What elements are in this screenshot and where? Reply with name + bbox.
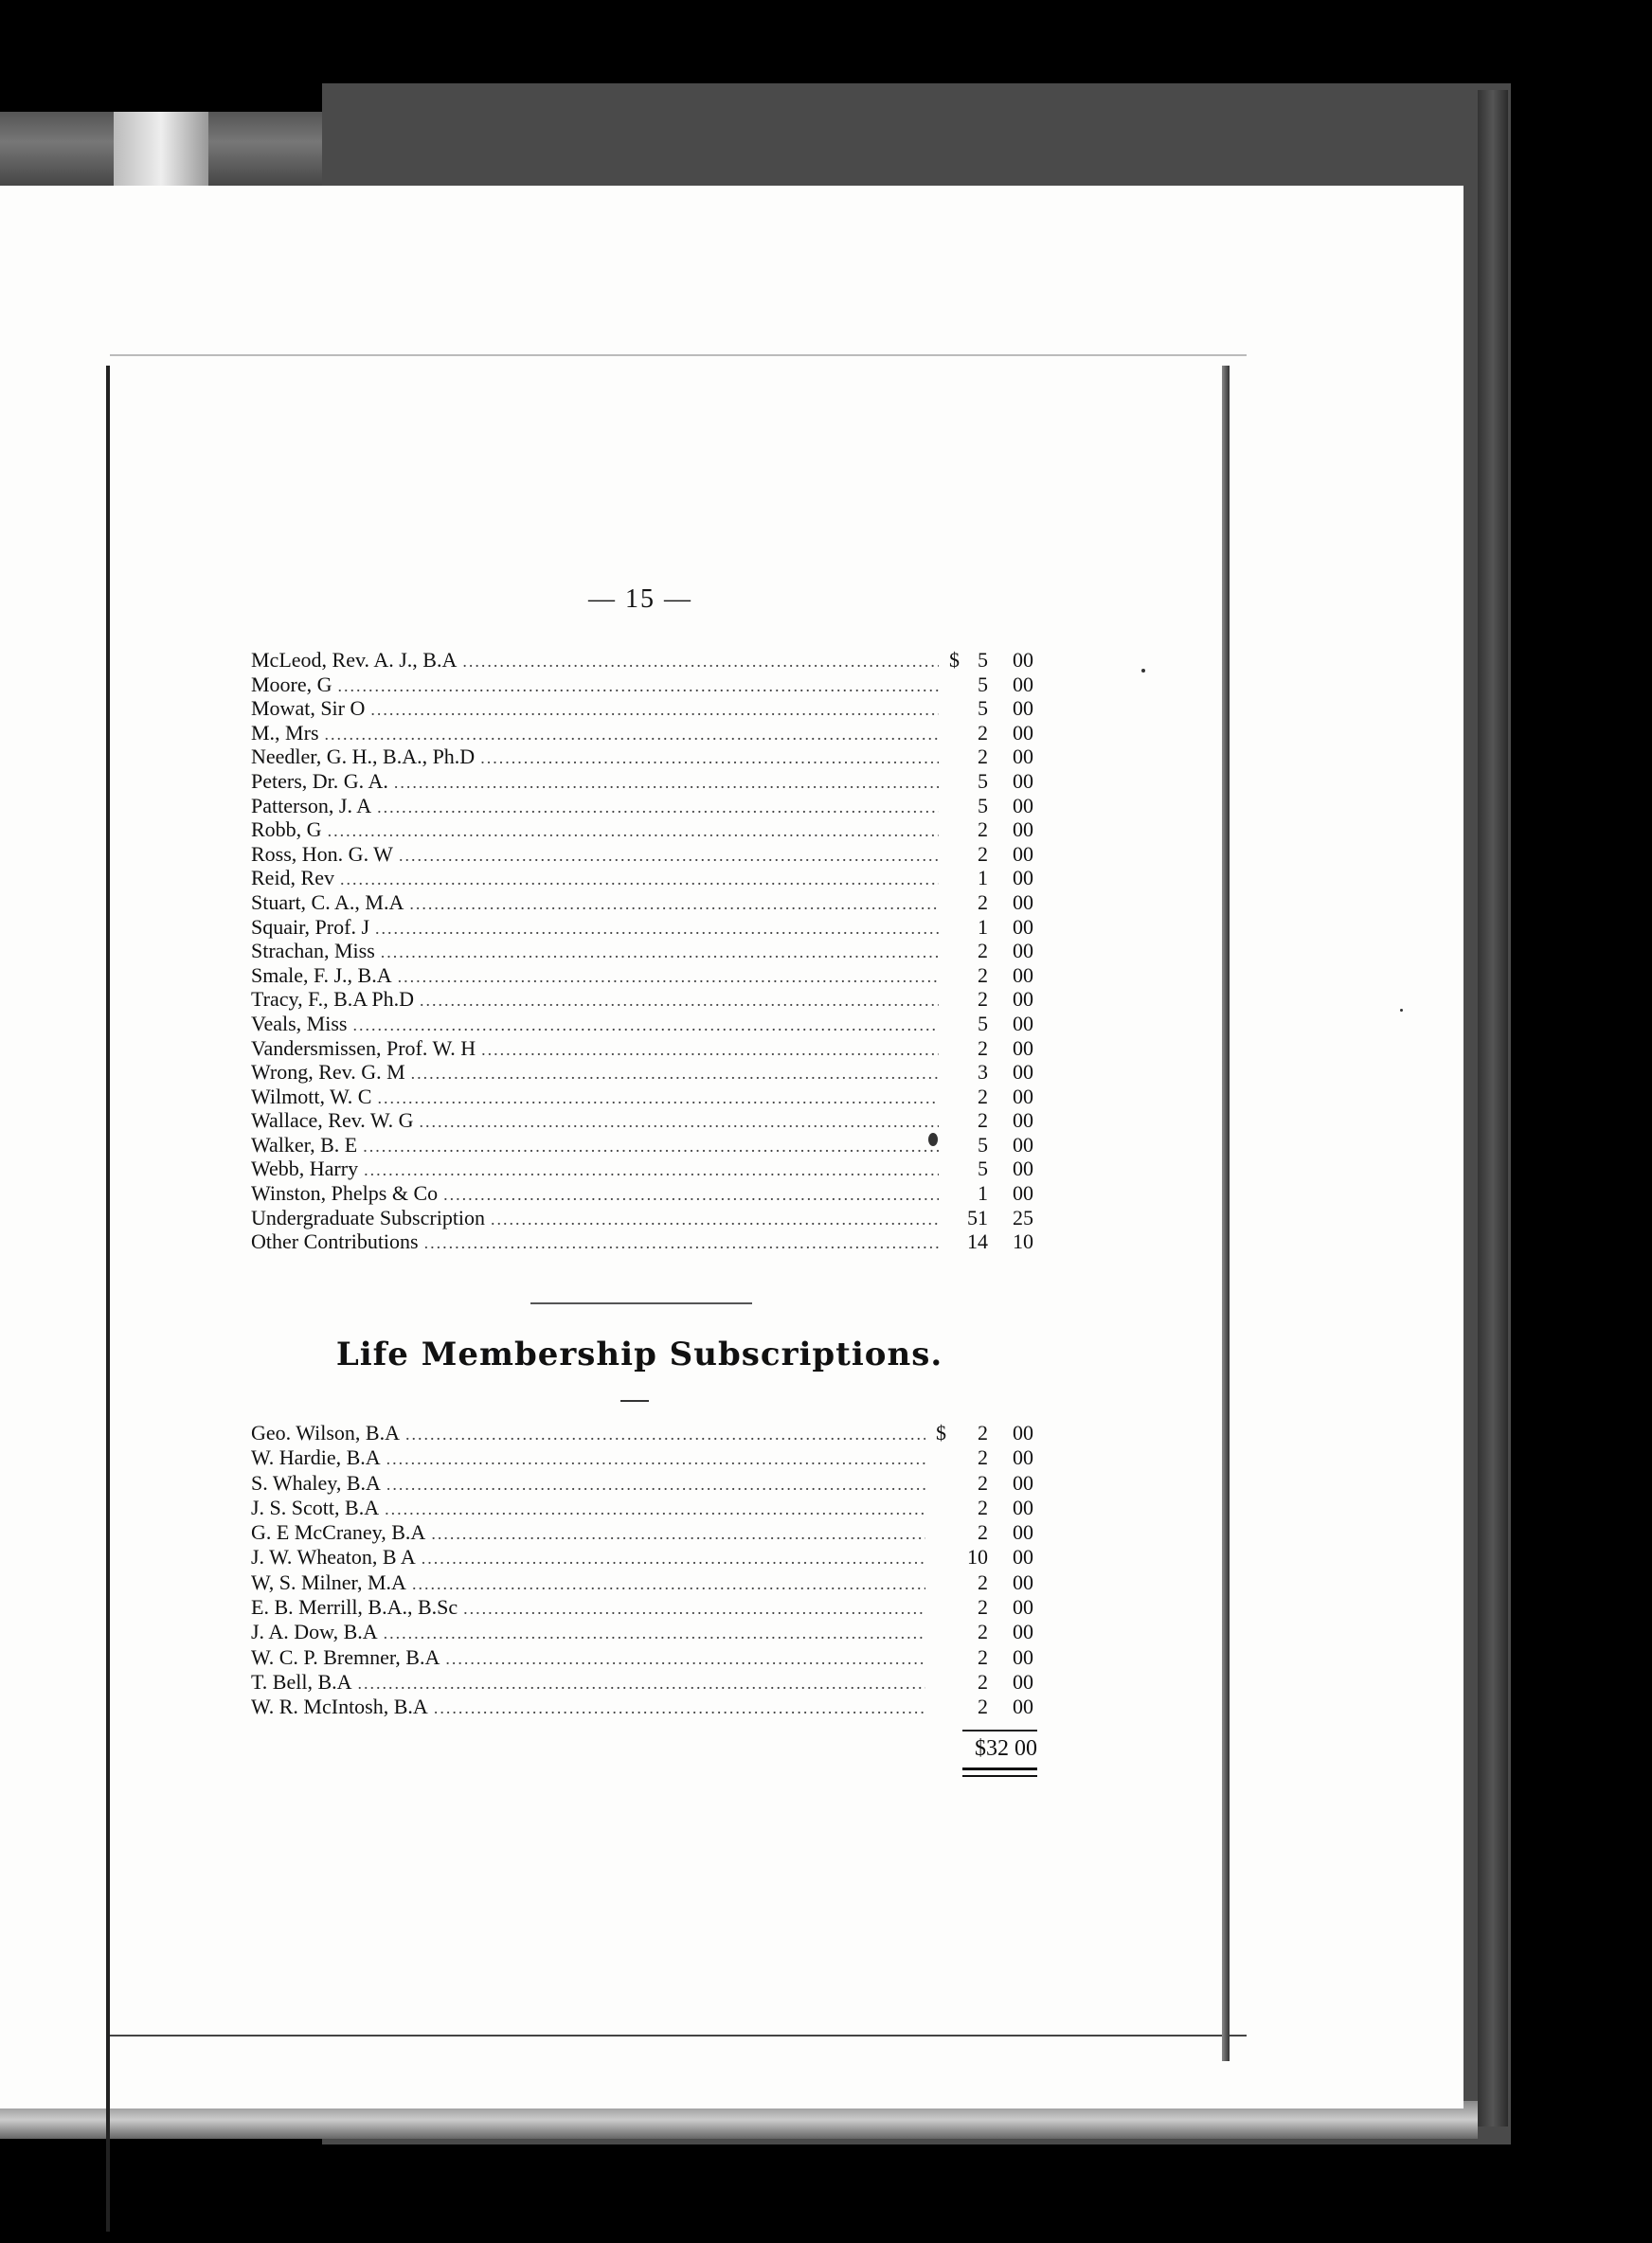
dot-leader — [431, 1524, 925, 1544]
entry-name: Peters, Dr. G. A. — [251, 768, 388, 793]
amount-dollars: 2 — [978, 1620, 988, 1644]
amount-dollars: 2 — [978, 939, 988, 963]
list-item — [251, 939, 1037, 963]
amount-dollars: 3 — [978, 1060, 988, 1085]
amount-cents: 00 — [1013, 1495, 1033, 1519]
dot-leader — [381, 942, 939, 962]
entry-name: Webb, Harry — [251, 1157, 359, 1181]
list-item — [251, 696, 1037, 721]
amount-dollars: 5 — [978, 793, 988, 817]
list-item — [251, 1445, 1037, 1470]
list-item — [251, 745, 1037, 769]
amount-cents: 00 — [1013, 1695, 1033, 1719]
list-item — [251, 1108, 1037, 1133]
dot-leader — [412, 1574, 925, 1594]
list-item — [251, 866, 1037, 890]
entry-name: J. A. Dow, B.A — [251, 1620, 378, 1644]
dot-leader — [386, 1449, 925, 1469]
dot-leader — [480, 748, 939, 768]
entry-name: T. Bell, B.A — [251, 1669, 352, 1694]
amount-dollars: 10 — [967, 1545, 988, 1570]
list-item — [251, 915, 1037, 940]
section-divider — [530, 1302, 752, 1304]
amount-cents: 00 — [1013, 1108, 1033, 1133]
amount-dollars: 2 — [978, 1445, 988, 1470]
dot-leader — [420, 1112, 939, 1132]
entry-name: Smale, F. J., B.A — [251, 962, 392, 987]
amount-cents: 00 — [1013, 1421, 1033, 1444]
entry-name: G. E McCraney, B.A — [251, 1520, 426, 1545]
entry-name: Stuart, C. A., M.A — [251, 889, 404, 914]
amount-dollars: 5 — [978, 1011, 988, 1035]
list-item — [251, 1695, 1037, 1719]
amount-cents: 00 — [1013, 1620, 1033, 1644]
amount-cents: 00 — [1013, 1445, 1033, 1470]
amount-dollars: 1 — [978, 914, 988, 939]
amount-dollars: 14 — [967, 1229, 988, 1254]
amount-cents: 00 — [1013, 841, 1033, 866]
dot-leader — [481, 1040, 939, 1060]
dot-leader — [370, 700, 939, 720]
section-heading: Life Membership Subscriptions. — [335, 1336, 943, 1373]
life-membership-total: $32 00 — [975, 1736, 1037, 1761]
amount-dollars: 2 — [978, 987, 988, 1012]
list-item — [251, 1595, 1037, 1620]
amount-dollars: 2 — [978, 1695, 988, 1719]
dot-leader — [411, 1064, 939, 1084]
entry-name: Geo. Wilson, B.A — [251, 1421, 400, 1444]
entry-name: J. S. Scott, B.A — [251, 1495, 380, 1519]
amount-dollars: 2 — [978, 745, 988, 769]
amount-cents: 00 — [1013, 914, 1033, 939]
amount-cents: 00 — [1013, 939, 1033, 963]
amount-dollars: 5 — [978, 1157, 988, 1181]
amount-cents: 00 — [1013, 1132, 1033, 1157]
dot-leader — [338, 676, 939, 696]
heading-dash — [620, 1400, 649, 1402]
entry-name: Winston, Phelps & Co — [251, 1181, 439, 1206]
amount-dollars: 2 — [978, 720, 988, 745]
currency-sign: $ — [936, 1421, 946, 1444]
amount-cents: 00 — [1013, 1157, 1033, 1181]
amount-cents: 00 — [1013, 1035, 1033, 1060]
entry-name: Wrong, Rev. G. M — [251, 1060, 405, 1085]
page-edge-shadow — [1222, 366, 1230, 2061]
dot-leader — [328, 821, 939, 841]
amount-cents: 00 — [1013, 793, 1033, 817]
total-double-rule — [962, 1767, 1037, 1777]
entry-name: Tracy, F., B.A Ph.D — [251, 987, 415, 1012]
amount-cents: 00 — [1013, 720, 1033, 745]
amount-cents: 00 — [1013, 1181, 1033, 1206]
list-item — [251, 1520, 1037, 1545]
entry-name: Wallace, Rev. W. G — [251, 1108, 414, 1133]
entry-name: Ross, Hon. G. W — [251, 841, 393, 866]
entry-name: W, S. Milner, M.A — [251, 1570, 406, 1594]
amount-dollars: 2 — [978, 1669, 988, 1694]
page-number: — 15 — — [588, 584, 692, 614]
dot-leader — [445, 1649, 925, 1669]
entry-name: W. Hardie, B.A — [251, 1445, 381, 1470]
total-rule — [962, 1730, 1037, 1732]
dot-leader — [364, 1160, 939, 1180]
list-item — [251, 673, 1037, 697]
list-item — [251, 817, 1037, 842]
dot-leader — [375, 919, 939, 939]
amount-cents: 00 — [1013, 1520, 1033, 1545]
list-item — [251, 1545, 1037, 1570]
amount-cents: 00 — [1013, 1011, 1033, 1035]
amount-cents: 00 — [1013, 866, 1033, 890]
amount-cents: 00 — [1013, 672, 1033, 696]
amount-cents: 00 — [1013, 1595, 1033, 1620]
amount-dollars: 2 — [978, 962, 988, 987]
entry-name: Wilmott, W. C — [251, 1084, 372, 1108]
amount-cents: 00 — [1013, 1644, 1033, 1669]
dot-leader — [424, 1233, 939, 1253]
entry-name: Moore, G — [251, 672, 332, 696]
amount-cents: 00 — [1013, 1669, 1033, 1694]
amount-cents: 00 — [1013, 889, 1033, 914]
dot-leader — [434, 1698, 925, 1718]
amount-cents: 00 — [1013, 1570, 1033, 1594]
amount-cents: 00 — [1013, 696, 1033, 721]
list-item — [251, 648, 1037, 673]
list-item — [251, 1181, 1037, 1206]
dot-leader — [422, 1549, 925, 1569]
list-item — [251, 963, 1037, 988]
entry-name: Other Contributions — [251, 1229, 419, 1254]
list-item — [251, 1645, 1037, 1670]
amount-dollars: 2 — [978, 889, 988, 914]
entry-name: W. R. McIntosh, B.A — [251, 1695, 428, 1719]
entry-name: W. C. P. Bremner, B.A — [251, 1644, 440, 1669]
amount-dollars: 5 — [978, 696, 988, 721]
amount-cents: 00 — [1013, 962, 1033, 987]
list-item — [251, 1229, 1037, 1254]
spine-tab — [114, 112, 208, 186]
amount-dollars: 2 — [978, 1421, 988, 1444]
list-item — [251, 1085, 1037, 1109]
list-item — [251, 987, 1037, 1012]
list-item — [251, 1206, 1037, 1230]
list-item — [251, 1620, 1037, 1644]
entry-name: Needler, G. H., B.A., Ph.D — [251, 745, 476, 769]
ink-speck — [1400, 1009, 1403, 1012]
amount-cents: 00 — [1013, 987, 1033, 1012]
amount-dollars: 2 — [978, 1570, 988, 1594]
amount-cents: 25 — [1013, 1205, 1033, 1229]
amount-dollars: 51 — [967, 1205, 988, 1229]
life-membership-list — [251, 1421, 1037, 1720]
board-edge — [1478, 90, 1508, 2126]
dot-leader — [420, 991, 939, 1011]
entry-name: M., Mrs — [251, 720, 319, 745]
dot-leader — [398, 967, 939, 987]
amount-dollars: 5 — [978, 672, 988, 696]
dot-leader — [463, 1599, 925, 1619]
amount-cents: 00 — [1013, 1470, 1033, 1495]
amount-dollars: 2 — [978, 817, 988, 842]
entry-name: Walker, B. E — [251, 1132, 358, 1157]
amount-dollars: 5 — [978, 1132, 988, 1157]
amount-dollars: 2 — [978, 1595, 988, 1620]
amount-dollars: 2 — [978, 1644, 988, 1669]
dot-leader — [394, 773, 939, 793]
list-item — [251, 890, 1037, 915]
amount-cents: 00 — [1013, 768, 1033, 793]
dot-leader — [385, 1499, 925, 1519]
amount-dollars: 5 — [978, 648, 988, 672]
amount-cents: 00 — [1013, 745, 1033, 769]
dot-leader — [386, 1475, 925, 1495]
dot-leader — [340, 870, 939, 889]
amount-dollars: 2 — [978, 1084, 988, 1108]
ink-speck — [928, 1133, 938, 1146]
amount-dollars: 2 — [978, 841, 988, 866]
amount-dollars: 5 — [978, 768, 988, 793]
dot-leader — [363, 1137, 939, 1157]
dot-leader — [384, 1624, 925, 1643]
amount-dollars: 2 — [978, 1520, 988, 1545]
entry-name: Mowat, Sir O — [251, 696, 366, 721]
entry-name: Strachan, Miss — [251, 939, 375, 963]
amount-dollars: 2 — [978, 1495, 988, 1519]
entry-name: Patterson, J. A — [251, 793, 372, 817]
dot-leader — [405, 1425, 925, 1444]
dot-leader — [377, 1088, 939, 1108]
list-item — [251, 1036, 1037, 1061]
list-item — [251, 1421, 1037, 1445]
amount-dollars: 2 — [978, 1108, 988, 1133]
list-item — [251, 1471, 1037, 1496]
entry-name: S. Whaley, B.A — [251, 1470, 381, 1495]
amount-dollars: 1 — [978, 866, 988, 890]
dot-leader — [352, 1015, 939, 1035]
entry-name: Undergraduate Subscription — [251, 1205, 486, 1229]
entry-name: Squair, Prof. J — [251, 914, 370, 939]
list-item — [251, 1060, 1037, 1085]
amount-dollars: 2 — [978, 1035, 988, 1060]
dot-leader — [443, 1185, 939, 1205]
amount-cents: 00 — [1013, 1060, 1033, 1085]
ink-speck — [1141, 669, 1145, 673]
entry-name: Veals, Miss — [251, 1011, 348, 1035]
dot-leader — [491, 1210, 939, 1229]
entry-name: McLeod, Rev. A. J., B.A — [251, 648, 458, 672]
entry-name: Robb, G — [251, 817, 322, 842]
list-item — [251, 1133, 1037, 1157]
dot-leader — [409, 894, 939, 914]
dot-leader — [358, 1674, 925, 1694]
entry-name: Vandersmissen, Prof. W. H — [251, 1035, 476, 1060]
amount-cents: 10 — [1013, 1229, 1033, 1254]
dot-leader — [325, 725, 939, 745]
entry-name: Reid, Rev — [251, 866, 334, 890]
list-item — [251, 769, 1037, 794]
list-item — [251, 842, 1037, 867]
dot-leader — [377, 798, 939, 817]
list-item — [251, 1570, 1037, 1595]
list-item — [251, 1670, 1037, 1695]
amount-cents: 00 — [1013, 648, 1033, 672]
list-item — [251, 1496, 1037, 1520]
list-item — [251, 721, 1037, 745]
list-item — [251, 1157, 1037, 1181]
contributions-list — [251, 648, 1037, 1254]
amount-cents: 00 — [1013, 817, 1033, 842]
amount-dollars: 1 — [978, 1181, 988, 1206]
dot-leader — [399, 846, 939, 866]
list-item — [251, 1012, 1037, 1036]
amount-cents: 00 — [1013, 1084, 1033, 1108]
list-item — [251, 794, 1037, 818]
dot-leader — [462, 652, 939, 672]
entry-name: J. W. Wheaton, B A — [251, 1545, 416, 1570]
amount-cents: 00 — [1013, 1545, 1033, 1570]
entry-name: E. B. Merrill, B.A., B.Sc — [251, 1595, 458, 1620]
amount-dollars: 2 — [978, 1470, 988, 1495]
currency-sign: $ — [949, 648, 960, 672]
